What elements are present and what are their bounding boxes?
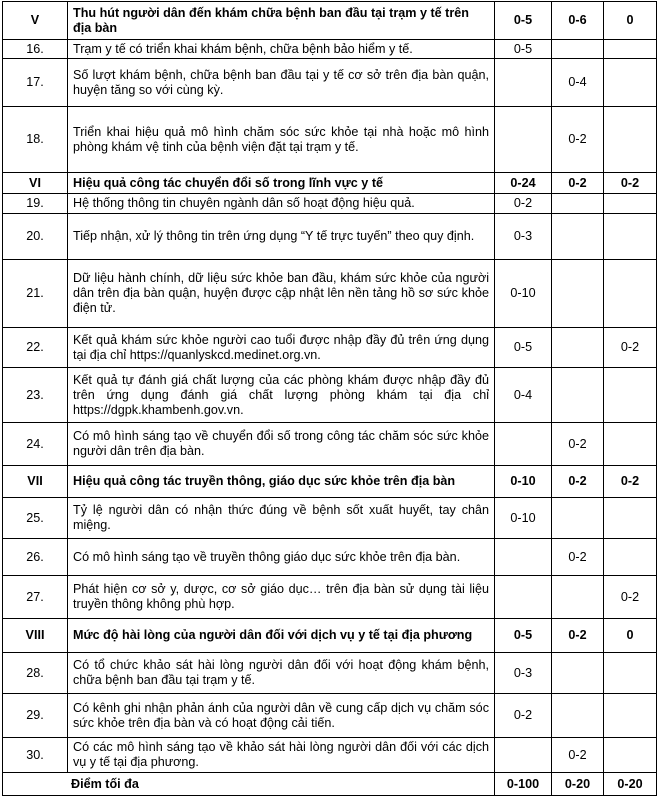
section-row — [3, 619, 657, 653]
section-row — [3, 173, 657, 194]
score-col-1 — [495, 539, 552, 576]
criterion-row — [3, 40, 657, 59]
item-number: 28. — [3, 653, 68, 694]
score-col-1: 0-5 — [495, 619, 552, 653]
item-text: Hệ thống thông tin chuyên ngành dân số hoạt động hiệu quả. — [68, 194, 495, 214]
score-col-3 — [604, 653, 657, 694]
score-col-1 — [495, 738, 552, 773]
criterion-row — [3, 59, 657, 107]
section-code: VI — [3, 173, 68, 194]
item-text: Có mô hình sáng tạo về chuyển đổi số trong công tác chăm sóc sức khỏe người dân trên địa bàn. — [68, 423, 495, 466]
score-col-1: 0-2 — [495, 694, 552, 738]
section-row — [3, 2, 657, 40]
score-col-1: 0-24 — [495, 173, 552, 194]
criterion-row — [3, 368, 657, 423]
criterion-row — [3, 539, 657, 576]
criterion-row — [3, 653, 657, 694]
criterion-row — [3, 423, 657, 466]
score-col-3 — [604, 539, 657, 576]
item-number: 18. — [3, 107, 68, 173]
item-number: 23. — [3, 368, 68, 423]
criterion-row — [3, 576, 657, 619]
criterion-row — [3, 694, 657, 738]
score-col-2: 0-4 — [552, 59, 604, 107]
item-number: 27. — [3, 576, 68, 619]
item-number: 21. — [3, 260, 68, 328]
section-code: VIII — [3, 619, 68, 653]
score-col-3 — [604, 260, 657, 328]
section-title: Hiệu quả công tác truyền thông, giáo dục sức khỏe trên địa bàn — [68, 466, 495, 498]
score-col-1 — [495, 107, 552, 173]
section-title: Mức độ hài lòng của người dân đối với dịch vụ y tế tại địa phương — [68, 619, 495, 653]
criterion-row — [3, 260, 657, 328]
score-col-3: 0-2 — [604, 173, 657, 194]
score-col-3: 0-2 — [604, 576, 657, 619]
score-col-2 — [552, 498, 604, 539]
criterion-row — [3, 214, 657, 260]
score-col-3 — [604, 498, 657, 539]
item-number: 20. — [3, 214, 68, 260]
item-number: 29. — [3, 694, 68, 738]
score-col-1: 0-5 — [495, 40, 552, 59]
score-col-3 — [604, 59, 657, 107]
item-number: 24. — [3, 423, 68, 466]
section-row — [3, 466, 657, 498]
score-col-3 — [604, 214, 657, 260]
criterion-row — [3, 328, 657, 368]
item-number: 19. — [3, 194, 68, 214]
score-col-2 — [552, 214, 604, 260]
section-title: Hiệu quả công tác chuyển đổi số trong lĩnh vực y tế — [68, 173, 495, 194]
item-text: Tỷ lệ người dân có nhận thức đúng về bệnh sốt xuất huyết, tay chân miệng. — [68, 498, 495, 539]
score-col-1: 0-3 — [495, 653, 552, 694]
total-row — [3, 773, 657, 796]
score-col-3 — [604, 423, 657, 466]
score-col-2 — [552, 260, 604, 328]
score-col-2: 0-2 — [552, 539, 604, 576]
item-text: Dữ liệu hành chính, dữ liệu sức khỏe ban đầu, khám sức khỏe của người dân trên địa bàn quận, huyện được cập nhật lên nền tảng hồ sơ sức khỏe điện tử. — [68, 260, 495, 328]
score-col-3 — [604, 194, 657, 214]
score-col-3: 0-2 — [604, 466, 657, 498]
item-number: 17. — [3, 59, 68, 107]
score-col-2 — [552, 576, 604, 619]
score-col-2 — [552, 40, 604, 59]
score-col-3 — [604, 40, 657, 59]
score-col-2: 0-2 — [552, 107, 604, 173]
score-col-2 — [552, 328, 604, 368]
score-col-2: 0-2 — [552, 619, 604, 653]
score-col-1: 0-5 — [495, 2, 552, 40]
criterion-row — [3, 738, 657, 773]
total-score-col-1: 0-100 — [495, 773, 552, 796]
criterion-row — [3, 498, 657, 539]
score-col-1: 0-2 — [495, 194, 552, 214]
criterion-row — [3, 107, 657, 173]
score-col-2: 0-2 — [552, 466, 604, 498]
item-text: Tiếp nhận, xử lý thông tin trên ứng dụng “Y tế trực tuyến” theo quy định. — [68, 214, 495, 260]
section-code: V — [3, 2, 68, 40]
score-col-2 — [552, 694, 604, 738]
score-col-1: 0-10 — [495, 260, 552, 328]
score-col-1: 0-10 — [495, 498, 552, 539]
score-col-3 — [604, 694, 657, 738]
item-text: Kết quả khám sức khỏe người cao tuổi được nhập đầy đủ trên ứng dụng tại địa chỉ https://quanlyskcd.medinet.org.vn. — [68, 328, 495, 368]
item-number: 25. — [3, 498, 68, 539]
total-label: Điểm tối đa — [3, 773, 495, 796]
item-text: Có kênh ghi nhận phản ánh của người dân về cung cấp dịch vụ chăm sóc sức khỏe trên địa bàn và có hoạt động cải tiến. — [68, 694, 495, 738]
item-text: Số lượt khám bệnh, chữa bệnh ban đầu tại y tế cơ sở trên địa bàn quận, huyện tăng so với cùng kỳ. — [68, 59, 495, 107]
score-col-1 — [495, 423, 552, 466]
score-col-1 — [495, 59, 552, 107]
score-col-3 — [604, 738, 657, 773]
section-code: VII — [3, 466, 68, 498]
score-col-3 — [604, 107, 657, 173]
score-col-2 — [552, 194, 604, 214]
score-col-2 — [552, 368, 604, 423]
item-number: 22. — [3, 328, 68, 368]
item-text: Trạm y tế có triển khai khám bệnh, chữa bệnh bảo hiểm y tế. — [68, 40, 495, 59]
score-col-1: 0-10 — [495, 466, 552, 498]
section-title: Thu hút người dân đến khám chữa bệnh ban đầu tại trạm y tế trên địa bàn — [68, 2, 495, 40]
item-number: 30. — [3, 738, 68, 773]
item-text: Phát hiện cơ sở y, dược, cơ sở giáo dục… trên địa bàn sử dụng tài liệu truyền thông không phù hợp. — [68, 576, 495, 619]
item-text: Có tổ chức khảo sát hài lòng người dân đối với hoạt động khám bệnh, chữa bệnh ban đầu tại trạm y tế. — [68, 653, 495, 694]
score-col-2 — [552, 653, 604, 694]
score-col-1: 0-3 — [495, 214, 552, 260]
score-col-1 — [495, 576, 552, 619]
criteria-table — [2, 1, 657, 796]
criterion-row — [3, 194, 657, 214]
item-number: 26. — [3, 539, 68, 576]
score-col-3 — [604, 368, 657, 423]
score-col-2: 0-2 — [552, 173, 604, 194]
item-number: 16. — [3, 40, 68, 59]
item-text: Kết quả tự đánh giá chất lượng của các phòng khám được nhập đầy đủ trên ứng dụng đánh giá chất lượng phòng khám tại địa chỉ https://dgpk.khambenh.gov.vn. — [68, 368, 495, 423]
total-score-col-2: 0-20 — [552, 773, 604, 796]
score-col-3: 0-2 — [604, 328, 657, 368]
item-text: Có các mô hình sáng tạo về khảo sát hài lòng người dân đối với các dịch vụ y tế tại địa phương. — [68, 738, 495, 773]
score-col-1: 0-4 — [495, 368, 552, 423]
score-col-3: 0 — [604, 619, 657, 653]
score-col-2: 0-2 — [552, 423, 604, 466]
score-col-3: 0 — [604, 2, 657, 40]
score-col-1: 0-5 — [495, 328, 552, 368]
item-text: Có mô hình sáng tạo về truyền thông giáo dục sức khỏe trên địa bàn. — [68, 539, 495, 576]
score-col-2: 0-2 — [552, 738, 604, 773]
item-text: Triển khai hiệu quả mô hình chăm sóc sức khỏe tại nhà hoặc mô hình phòng khám vệ tinh của bệnh viện đặt tại trạm y tế. — [68, 107, 495, 173]
score-col-2: 0-6 — [552, 2, 604, 40]
total-score-col-3: 0-20 — [604, 773, 657, 796]
